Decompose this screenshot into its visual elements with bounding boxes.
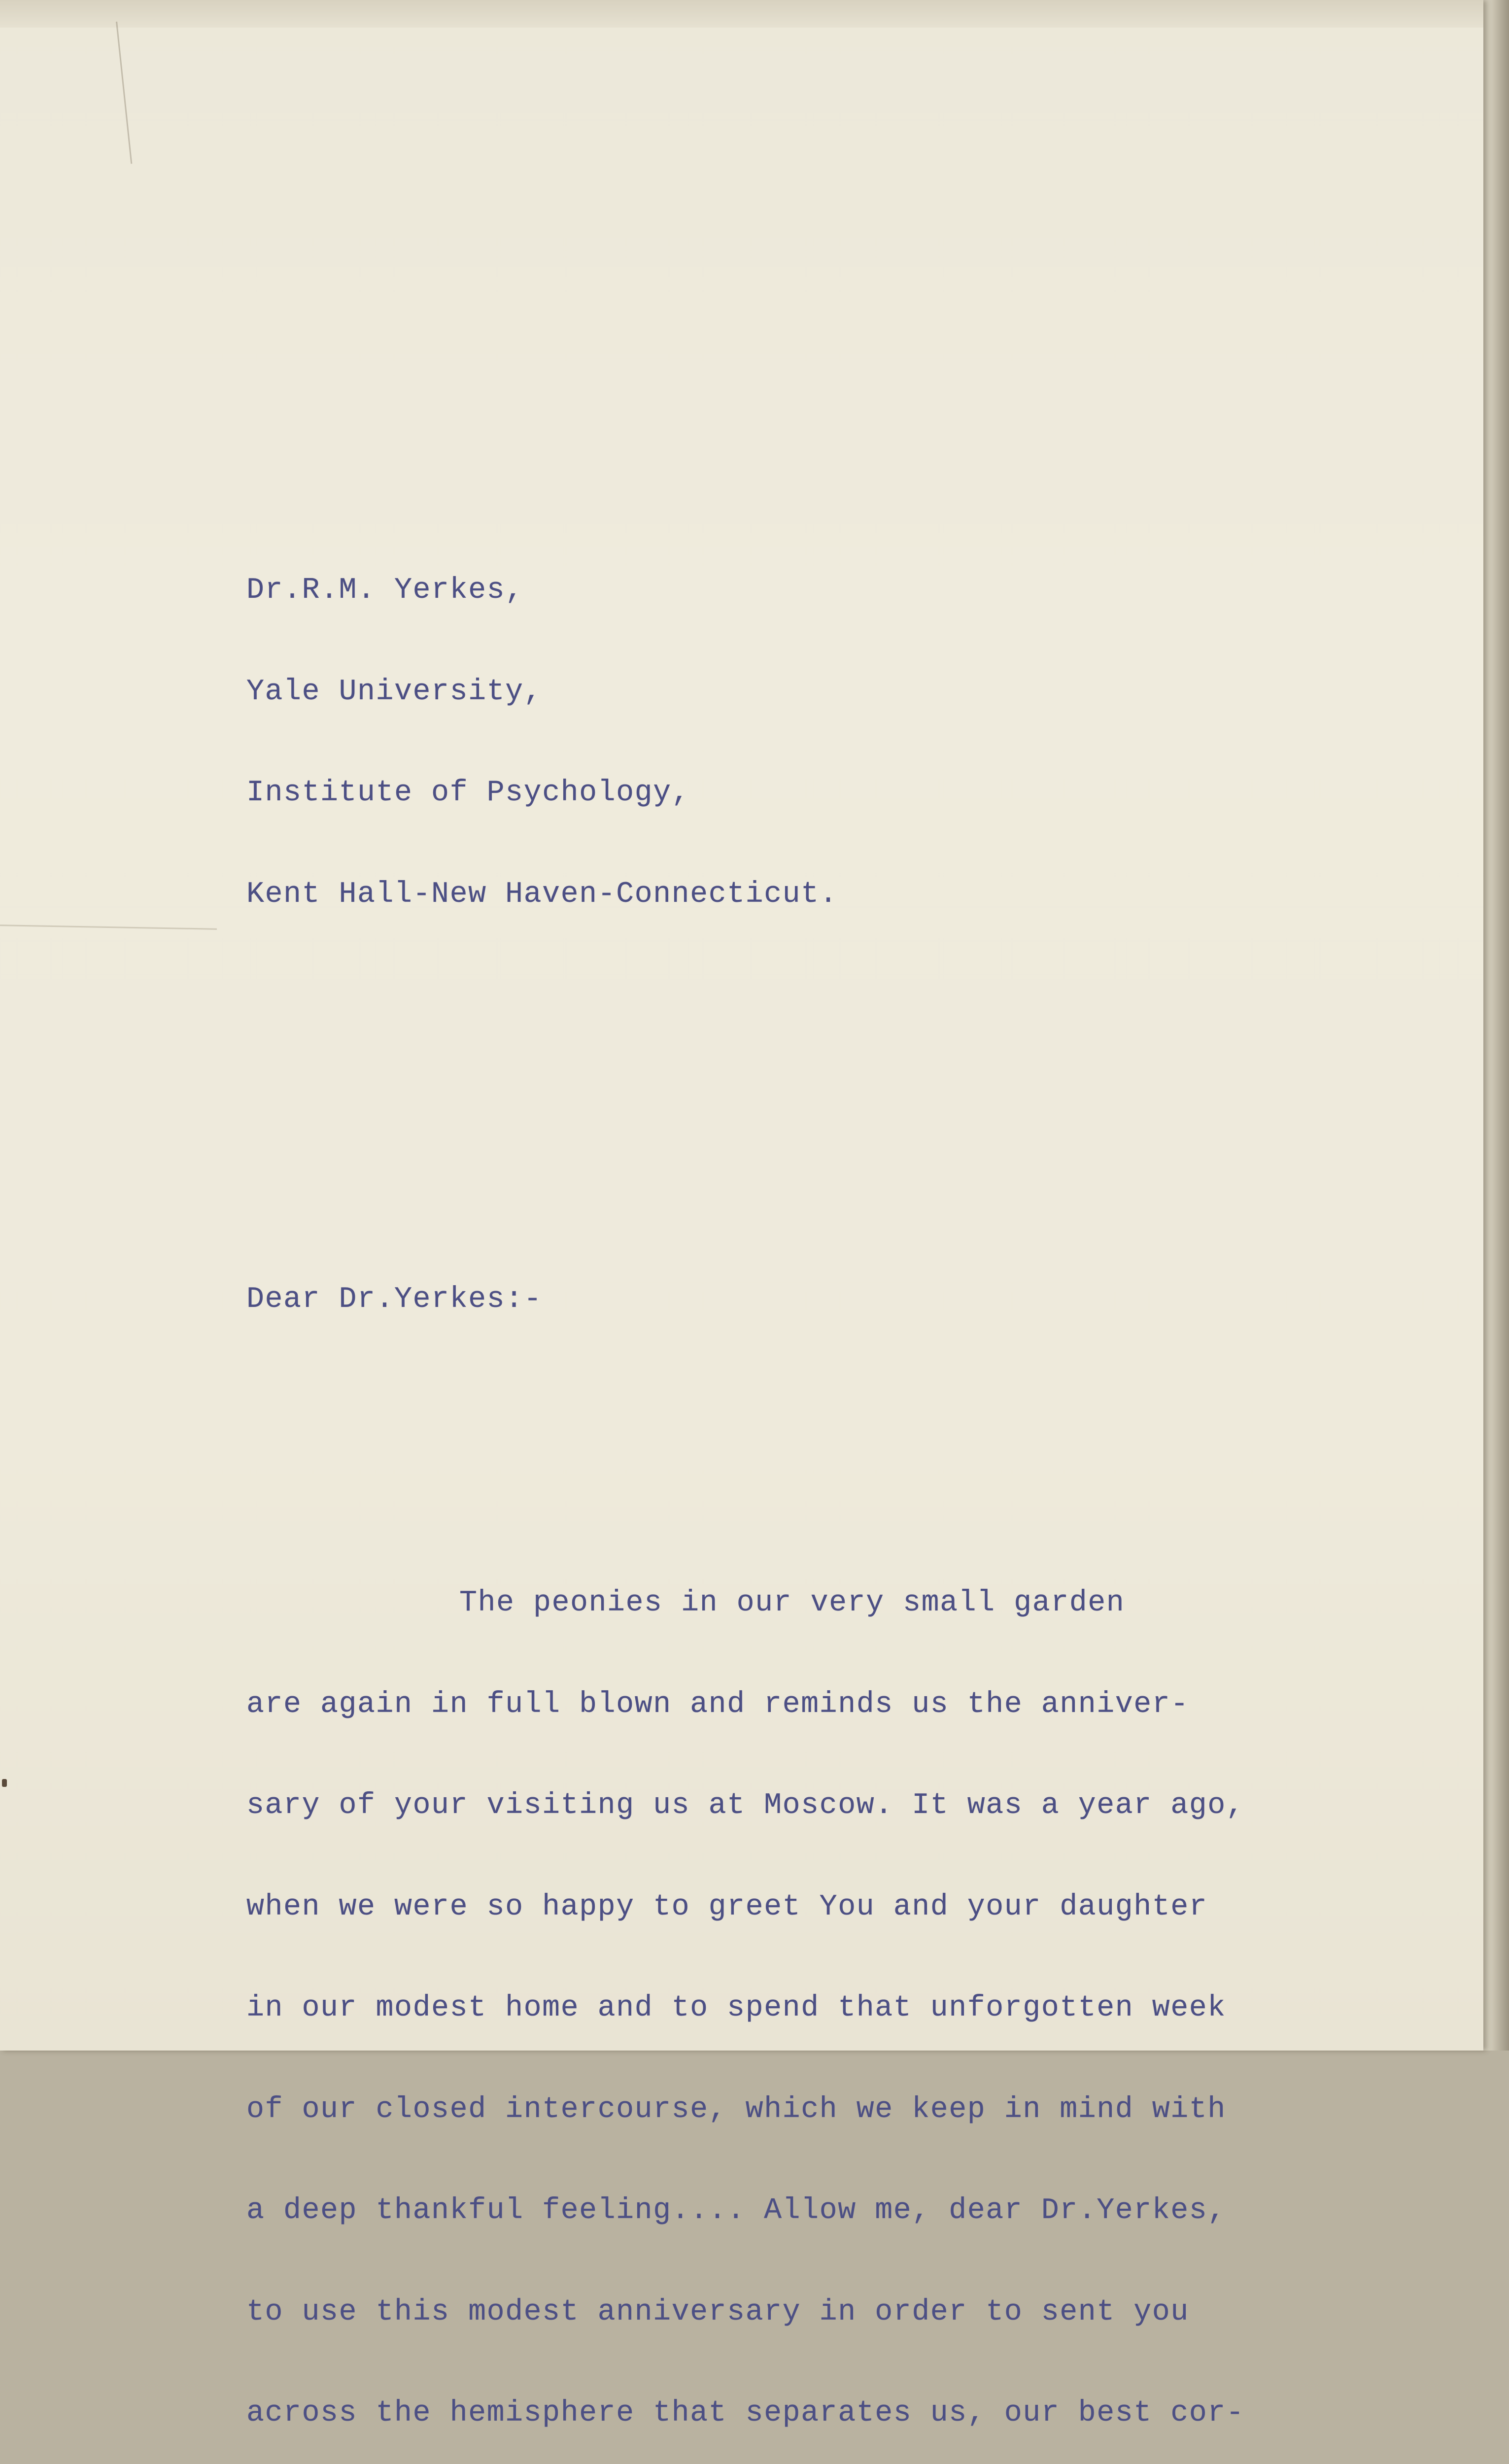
address-line: Institute of Psychology, (246, 776, 690, 810)
paragraph-peonies (246, 1519, 1263, 2464)
address-line: Dr.R.M. Yerkes, (246, 574, 524, 607)
paragraph-line: sary of your visiting us at Moscow. It was a year ago, (246, 1789, 1245, 1822)
address-line: Yale University, (246, 675, 543, 709)
paper-stain (2, 1779, 7, 1787)
address-line: Kent Hall-New Haven-Connecticut. (246, 877, 838, 911)
paper-tear (116, 19, 162, 164)
paragraph-line: when we were so happy to greet You and your daughter (246, 1890, 1208, 1924)
paragraph-line: in our modest home and to spend that unforgotten week (246, 1991, 1226, 2025)
paragraph-line: are again in full blown and reminds us the anniver- (246, 1687, 1189, 1721)
page-top-strip (0, 0, 1483, 28)
spacer (246, 1384, 1263, 1418)
paragraph-line (246, 1586, 1263, 1620)
paragraph-line: a deep thankful feeling.... Allow me, dear Dr.Yerkes, (246, 2194, 1226, 2227)
spacer (246, 1046, 1263, 1080)
paragraph-line: to use this modest anniversary in order to sent you (246, 2295, 1189, 2329)
recipient-address (246, 506, 1263, 979)
paper-fold-crease (0, 924, 217, 930)
paragraph-line: of our closed intercourse, which we keep in mind with (246, 2092, 1226, 2126)
backing-board-edge (1479, 0, 1509, 2051)
spacer (246, 1148, 1263, 1182)
letter-body (246, 439, 1263, 2464)
paragraph-line: across the hemisphere that separates us, our best cor- (246, 2396, 1245, 2430)
salutation: Dear Dr.Yerkes:- (246, 1282, 543, 1316)
paragraph-text: The peonies in our very small garden (459, 1586, 1125, 1620)
